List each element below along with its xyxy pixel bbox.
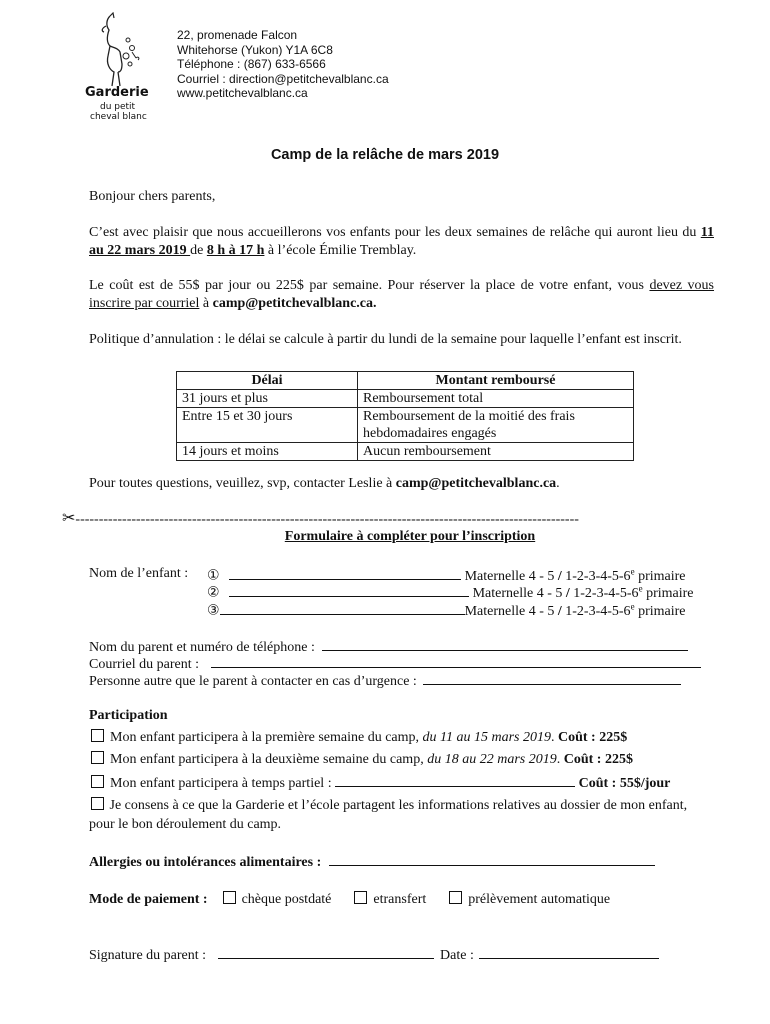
signature-row [89,946,659,964]
level-separator: / [557,568,562,584]
child-row-3 [207,601,685,620]
emergency-row [89,672,681,690]
cancellation-policy: Politique d’annulation : le délai se calcule à partir du lundi de la semaine pour laquelle l’enfant est inscrit. [89,332,682,347]
participation-heading: Participation [89,708,168,723]
level-grades: 1-2-3-4-5-6 [569,585,639,601]
signature-label: Signature du parent : [89,948,207,963]
week2-period: . [556,752,564,767]
table-row [177,390,634,408]
partial-cost: Coût : 55$/jour [578,776,671,791]
partial-text: Mon enfant participera à temps partiel : [110,776,332,791]
partial-option [91,774,670,792]
level-grades: 1-2-3-4-5-6 [561,568,631,584]
level-primaire: primaire [642,585,694,601]
allergies-field[interactable] [329,853,655,866]
address-website: www.petitchevalblanc.ca [177,86,308,101]
child-level-2 [472,583,694,601]
week1-option [91,729,627,746]
contact-email: camp@petitchevalblanc.ca [395,476,557,491]
allergies-row [89,853,655,871]
camp-email: camp@petitchevalblanc.ca. [212,296,377,311]
consent-checkbox[interactable] [91,797,104,810]
address-phone: Téléphone : (867) 633-6566 [177,57,326,72]
cheque-checkbox[interactable] [223,891,236,904]
register-by-email: devez vous inscrire par courriel [89,278,715,311]
payment-row [89,891,610,908]
table-cell: Remboursement total [358,390,634,408]
intro-paragraph [89,224,714,260]
intro-text-2: de [190,243,207,258]
cut-line [62,508,579,528]
form-title [0,529,770,545]
questions-text: Pour toutes questions, veuillez, svp, contacter Leslie à [89,476,396,491]
week2-checkbox[interactable] [91,751,104,764]
table-header: Montant remboursé [358,372,634,390]
week2-option [91,751,633,768]
level-sup: e [638,583,643,593]
week1-checkbox[interactable] [91,729,104,742]
table-row [177,443,634,461]
child-level-1 [464,566,686,584]
level-sup: e [630,601,635,611]
questions-period: . [556,476,560,491]
level-maternelle: Maternelle 4 - 5 [464,603,558,619]
parent-email-label: Courriel du parent : [89,657,200,672]
table-cell: Entre 15 et 30 jours [177,408,358,443]
refund-table [176,371,634,461]
form-title-text: Formulaire à compléter pour l’inscription [284,529,536,544]
camp-hours: 8 h à 17 h [206,243,265,258]
child-level-3 [464,601,686,619]
child-row-2 [207,583,693,602]
level-sup: e [630,566,635,576]
partial-checkbox[interactable] [91,775,104,788]
week2-text: Mon enfant participera à la deuxième semaine du camp, [110,752,428,767]
payment-option-etransfer: etransfert [373,892,427,907]
page-title: Camp de la relâche de mars 2019 [270,147,500,163]
level-grades: 1-2-3-4-5-6 [561,603,631,619]
level-primaire: primaire [634,568,686,584]
parent-email-field[interactable] [211,655,701,668]
table-cell: 31 jours et plus [177,390,358,408]
dashed-line: ------------------------------------------------------------------------------------------------------------ [75,512,579,527]
date-label: Date : [440,948,474,963]
questions-line [89,475,714,493]
camp-dates: 11 au 22 mars 2019 [89,225,714,258]
level-separator: / [565,585,570,601]
week1-dates: du 11 au 15 mars 2019 [422,730,551,745]
horse-logo-icon [92,12,152,90]
week2-dates: du 18 au 22 mars 2019 [427,752,557,767]
child-name-field-1[interactable] [229,567,461,580]
parent-phone-row [89,638,688,656]
auto-debit-checkbox[interactable] [449,891,462,904]
parent-email-row [89,655,701,673]
logo [84,12,154,124]
child-number-2: ② [207,585,220,601]
emergency-field[interactable] [423,672,681,685]
level-primaire: primaire [634,603,686,619]
child-number-3: ③ [207,603,220,619]
child-name-field-2[interactable] [229,584,469,597]
table-header: Délai [177,372,358,390]
signature-field[interactable] [218,946,434,959]
greeting: Bonjour chers parents, [89,189,216,204]
cost-text-2: à [199,296,213,311]
consent-option [89,796,709,834]
table-header-row [177,372,634,390]
child-number-1: ① [207,568,220,584]
consent-text: Je consens à ce que la Garderie et l’école partagent les informations relatives au dossier de mon enfant, pour le bon déroulement du camp. [89,798,688,832]
table-cell: Remboursement de la moitié des frais hebdomadaires engagés [358,408,634,443]
child-name-field-3[interactable] [220,602,465,615]
table-cell: 14 jours et moins [177,443,358,461]
parent-phone-field[interactable] [322,638,688,651]
address-city: Whitehorse (Yukon) Y1A 6C8 [177,42,333,57]
emergency-label: Personne autre que le parent à contacter en cas d’urgence : [89,674,417,689]
level-maternelle: Maternelle 4 - 5 [472,585,566,601]
date-field[interactable] [479,946,659,959]
week1-period: . [551,730,558,745]
cost-text: Le coût est de 55$ par jour ou 225$ par semaine. Pour réserver la place de votre enfant, vous [89,278,650,293]
logo-wordmark: Garderie [85,85,149,100]
parent-phone-label: Nom du parent et numéro de téléphone : [89,640,315,655]
table-cell: Aucun remboursement [358,443,634,461]
partial-days-field[interactable] [335,774,575,787]
address-block [177,28,389,101]
level-separator: / [557,603,562,619]
payment-option-cheque: chèque postdaté [241,892,332,907]
week2-cost: Coût : 225$ [563,752,633,767]
child-row-1 [207,566,685,585]
intro-text-3: à l’école Émilie Tremblay. [264,243,417,258]
table-row [177,408,634,443]
week1-cost: Coût : 225$ [558,730,628,745]
week1-text: Mon enfant participera à la première semaine du camp, [110,730,423,745]
etransfer-checkbox[interactable] [354,891,367,904]
payment-label: Mode de paiement : [89,892,208,907]
address-street: 22, promenade Falcon [177,28,298,42]
cost-paragraph [89,277,714,313]
scissors-icon: ✂ [62,510,76,527]
level-maternelle: Maternelle 4 - 5 [464,568,558,584]
payment-option-auto-debit: prélèvement automatique [468,892,611,907]
logo-subtitle-1: du petit [100,102,136,112]
allergies-label: Allergies ou intolérances alimentaires : [89,855,322,870]
child-name-label: Nom de l’enfant : [89,566,189,581]
intro-text: C’est avec plaisir que nous accueillerons vos enfants pour les deux semaines de relâche qui auront lieu du [89,225,701,240]
address-email: Courriel : direction@petitchevalblanc.ca [177,71,389,86]
logo-subtitle-2: cheval blanc [90,112,147,122]
